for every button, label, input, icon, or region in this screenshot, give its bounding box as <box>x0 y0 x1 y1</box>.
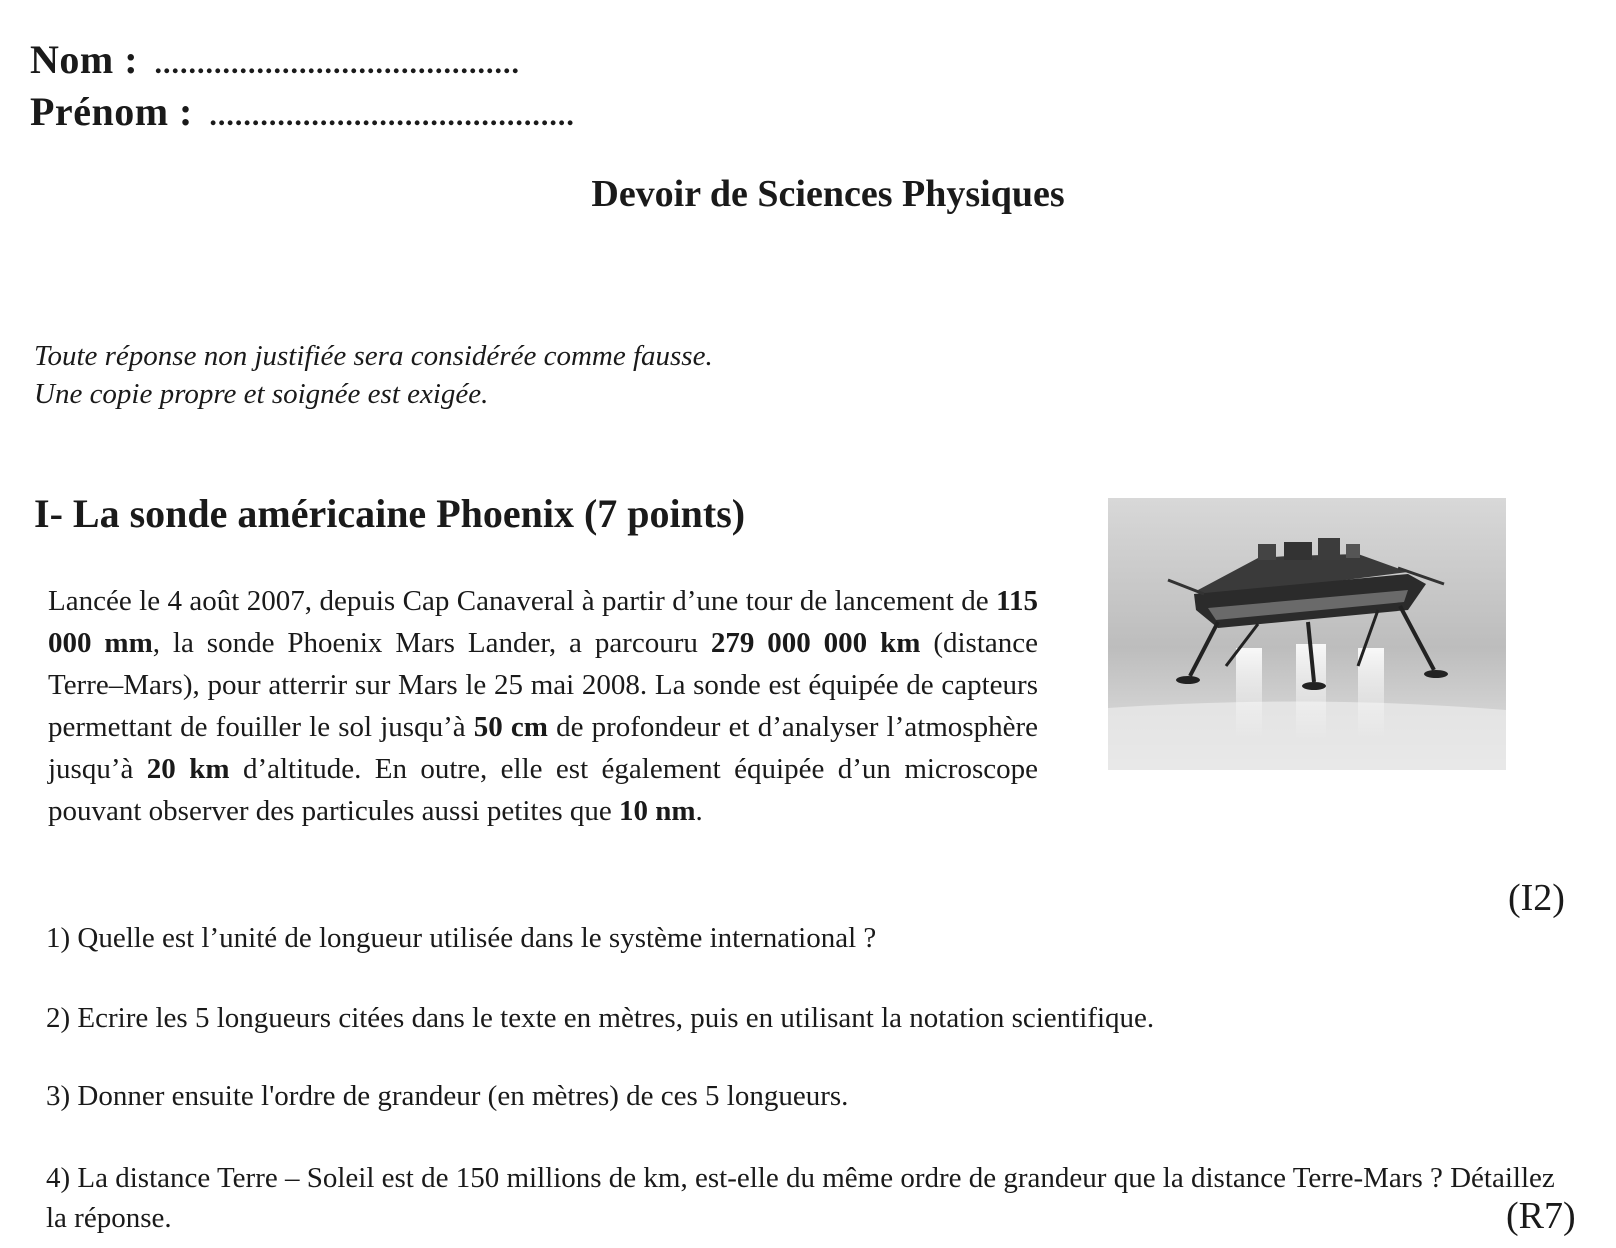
instruction-clean-copy: Une copie propre et soignée est exigée. <box>34 378 489 410</box>
section-title: I- La sonde américaine Phoenix (7 points) <box>34 491 746 536</box>
para-bold-4: 20 km <box>146 753 230 785</box>
page-title: Devoir de Sciences Physiques <box>591 173 1065 215</box>
competence-code-r7: (R7) <box>1506 1195 1576 1237</box>
prenom-label: Prénom : <box>30 89 193 134</box>
para-text-5: d’altitude. En outre, elle est également équipée d’un microscope pouvant observer des particules aussi petites que <box>48 753 1038 827</box>
para-bold-2: 279 000 000 km <box>710 627 921 659</box>
nom-field <box>30 36 520 83</box>
lander-illustration <box>1108 498 1506 770</box>
question-3: 3) Donner ensuite l'ordre de grandeur (en mètres) de ces 5 longueurs. <box>46 1080 849 1112</box>
competence-code-i2: (I2) <box>1508 877 1565 919</box>
para-text-2: , la sonde Phoenix Mars Lander, a parcouru <box>152 627 711 659</box>
prenom-field <box>30 88 575 135</box>
question-4: 4) La distance Terre – Soleil est de 150 millions de km, est-elle du même ordre de grandeur que la distance Terre-Mars ? Détaillez la réponse. <box>46 1162 1555 1234</box>
question-1: 1) Quelle est l’unité de longueur utilisée dans le système international ? <box>46 922 877 954</box>
para-text-6: . <box>695 795 703 827</box>
section-paragraph <box>48 580 1038 832</box>
para-text-4: de profondeur et d’analyser l’atmosphère jusqu’à <box>48 711 1038 785</box>
nom-label: Nom : <box>30 37 139 82</box>
para-bold-1: 115 000 mm <box>48 585 1038 659</box>
nom-dots: ........................................... <box>154 47 521 80</box>
para-bold-3: 50 cm <box>473 711 548 743</box>
instruction-justify: Toute réponse non justifiée sera considérée comme fausse. <box>34 340 713 372</box>
para-bold-5: 10 nm <box>618 795 696 827</box>
para-text-1: Lancée le 4 août 2007, depuis Cap Canaveral à partir d’une tour de lancement de <box>48 585 997 617</box>
prenom-dots: ........................................... <box>209 99 575 132</box>
question-2: 2) Ecrire les 5 longueurs citées dans le texte en mètres, puis en utilisant la notation scientifique. <box>46 1002 1155 1034</box>
para-text-3: (distance Terre–Mars), pour atterrir sur Mars le 25 mai 2008. La sonde est équipée de capteurs permettant de fouiller le sol jusqu’à <box>48 627 1038 743</box>
phoenix-lander-photo <box>1108 498 1506 770</box>
